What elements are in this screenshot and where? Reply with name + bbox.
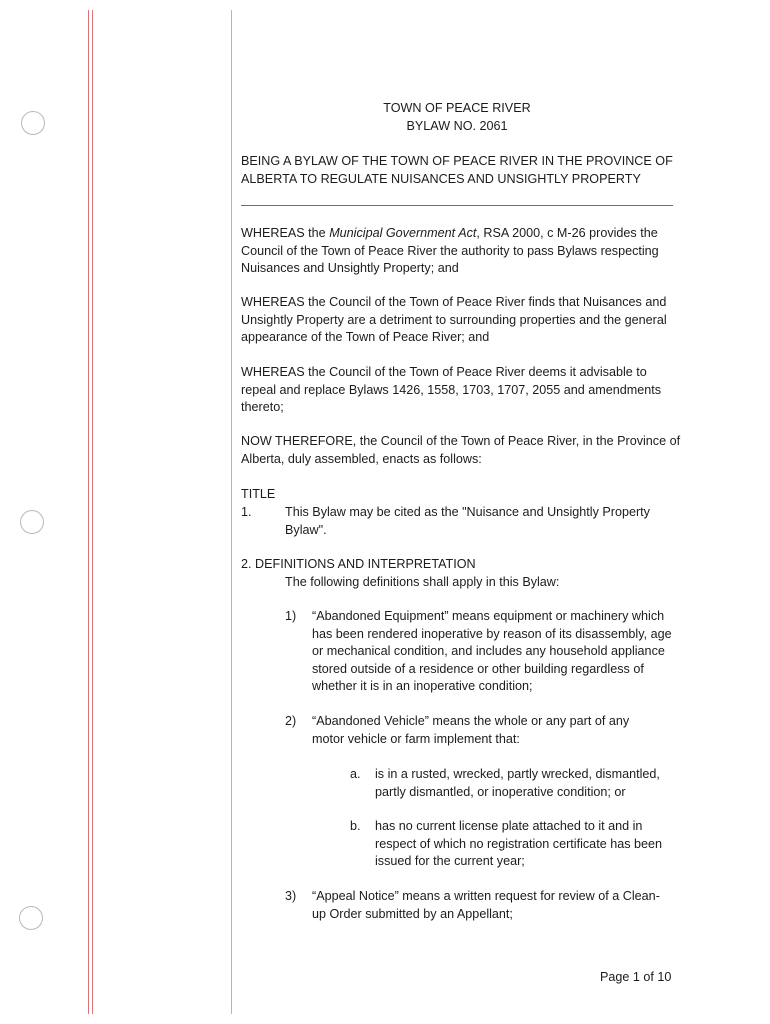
- margin-line-inner: [231, 10, 232, 1014]
- title-heading: TITLE: [241, 487, 276, 501]
- subitem-a-number: a.: [350, 767, 361, 781]
- enacting-clause: NOW THEREFORE, the Council of the Town of Peace River, in the Province of Alberta, duly assembled, enacts as follows:: [241, 434, 681, 466]
- definition-abandoned-equipment: “Abandoned Equipment” means equipment or machinery which has been rendered inoperative by reason of its disassembly, age or mechanical condition, and includes any household appliance stored outside of a residence or other building regardless of whether it is in an inoperative condition;: [312, 609, 672, 694]
- punch-hole-middle: [20, 510, 44, 534]
- punch-hole-bottom: [19, 906, 43, 930]
- act-name: Municipal Government Act: [329, 226, 477, 240]
- bylaw-purpose-line-2: ALBERTA TO REGULATE NUISANCES AND UNSIGHTLY PROPERTY: [241, 172, 641, 186]
- subitem-b-text: has no current license plate attached to it and in respect of which no registration certificate has been issued for the current year;: [375, 819, 663, 869]
- page-number: Page 1 of 10: [600, 970, 672, 984]
- recital-2: WHEREAS the Council of the Town of Peace River finds that Nuisances and Unsightly Property are a detriment to surrounding properties and the general appearance of the Town of Peace River; and: [241, 295, 667, 345]
- subitem-b-number: b.: [350, 819, 361, 833]
- margin-line-left: [88, 10, 89, 1014]
- bylaw-number: BYLAW NO. 2061: [406, 119, 508, 133]
- definition-1-number: 1): [285, 609, 297, 623]
- section-1-number: 1.: [241, 505, 252, 519]
- definition-abandoned-vehicle: “Abandoned Vehicle” means the whole or any part of any motor vehicle or farm implement that:: [312, 714, 630, 746]
- section-1-text: This Bylaw may be cited as the "Nuisance and Unsightly Property Bylaw".: [285, 505, 650, 537]
- definition-appeal-notice: “Appeal Notice” means a written request for review of a Clean-up Order submitted by an Appellant;: [312, 889, 660, 921]
- header-divider: [241, 205, 673, 206]
- definition-2-number: 2): [285, 714, 297, 728]
- recital-1: WHEREAS the Municipal Government Act, RSA 2000, c M-26 provides the Council of the Town of Peace River the authority to pass Bylaws respecting Nuisances and Unsightly Property; and: [241, 226, 659, 276]
- definitions-intro: The following definitions shall apply in this Bylaw:: [285, 575, 560, 589]
- punch-hole-top: [21, 111, 45, 135]
- definitions-heading: 2. DEFINITIONS AND INTERPRETATION: [241, 557, 476, 571]
- margin-line-left-double: [92, 10, 93, 1014]
- bylaw-purpose-line-1: BEING A BYLAW OF THE TOWN OF PEACE RIVER IN THE PROVINCE OF: [241, 154, 673, 168]
- town-heading: TOWN OF PEACE RIVER: [383, 101, 531, 115]
- definition-3-number: 3): [285, 889, 297, 903]
- recital-3: WHEREAS the Council of the Town of Peace River deems it advisable to repeal and replace Bylaws 1426, 1558, 1703, 1707, 2055 and amendments thereto;: [241, 365, 662, 415]
- subitem-a-text: is in a rusted, wrecked, partly wrecked, dismantled, partly dismantled, or inoperative condition; or: [375, 767, 660, 799]
